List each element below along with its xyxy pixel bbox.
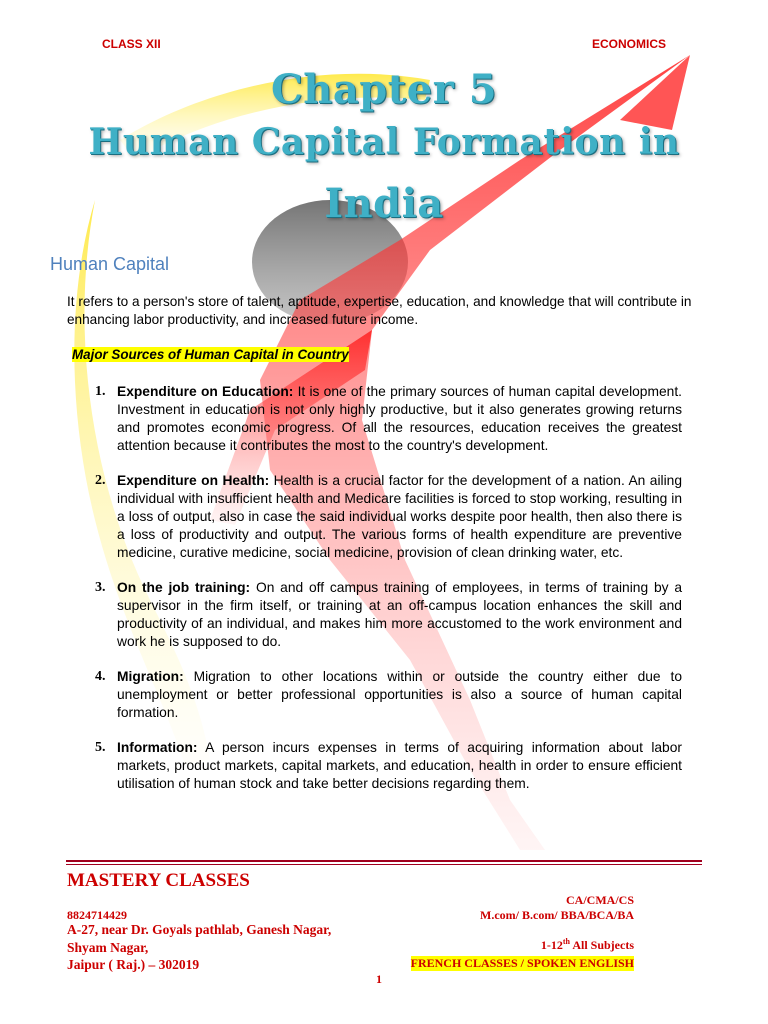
- item-number: 2.: [95, 473, 106, 488]
- list-item: [92, 668, 682, 722]
- address-line: Jaipur ( Raj.) – 302019: [67, 957, 200, 972]
- item-text: It is one of the primary sources of human capital development. Investment in education is not only highly productive, but it also generates growing returns and promotes economic progress. Of all the resources, education receives the greatest attention because it contributes the most to the country's development.: [117, 384, 682, 453]
- courses-degree: M.com/ B.com/ BBA/BCA/BA: [480, 908, 634, 922]
- subjects-prefix: 1-12: [540, 938, 563, 952]
- item-term: Expenditure on Education:: [117, 384, 294, 399]
- item-text: Health is a crucial factor for the development of a nation. An ailing individual with insufficient health and Medicare facilities is forced to stop working, resulting in a loss of output, also in case the said individual works despite poor health, then also there is a loss of productivity and output. The various forms of health expenditure are preventive medicine, curative medicine, social medicine, provision of clean drinking water, etc.: [117, 473, 682, 560]
- footer-divider-thin: [66, 864, 702, 865]
- list-item: [92, 579, 682, 651]
- chapter-number: Chapter 5: [270, 66, 498, 113]
- phone-number: 8824714429: [67, 908, 127, 922]
- item-number: 3.: [95, 580, 106, 595]
- item-term: Migration:: [117, 669, 184, 684]
- page-number: 1: [376, 972, 382, 986]
- item-number: 1.: [95, 384, 106, 399]
- courses-languages: FRENCH CLASSES / SPOKEN ENGLISH: [410, 956, 634, 970]
- chapter-title-line2: India: [324, 180, 444, 227]
- subjects-suffix: All Subjects: [569, 938, 634, 952]
- address-line: Shyam Nagar,: [67, 940, 149, 955]
- item-term: Expenditure on Health:: [117, 473, 270, 488]
- footer-divider: [66, 860, 702, 862]
- list-item: [92, 739, 682, 793]
- sources-subheading: Major Sources of Human Capital in Country: [72, 347, 349, 362]
- chapter-title-line1: Human Capital Formation in: [88, 121, 680, 163]
- list-item: [92, 472, 682, 562]
- item-number: 5.: [95, 740, 106, 755]
- brand-name: MASTERY CLASSES: [67, 870, 250, 891]
- item-text: A person incurs expenses in terms of acquiring information about labor markets, product markets, capital markets, and education, health in order to ensure efficient utilisation of human stock and take better decisions regarding them.: [117, 740, 682, 791]
- section-heading: Human Capital: [50, 254, 170, 274]
- address-line: A-27, near Dr. Goyals pathlab, Ganesh Nagar,: [67, 922, 332, 937]
- courses-school: [541, 937, 634, 953]
- intro-paragraph: It refers to a person's store of talent, aptitude, expertise, education, and knowledge that will contribute in enhancing labor productivity, and increased future income.: [67, 294, 692, 327]
- courses-professional: CA/CMA/CS: [566, 893, 634, 907]
- class-label: CLASS XII: [102, 37, 161, 51]
- item-text: Migration to other locations within or outside the country either due to unemployment or better professional opportunities is also a source of human capital formation.: [117, 669, 682, 720]
- item-term: On the job training:: [117, 580, 251, 595]
- subjects-superscript: th: [562, 937, 570, 946]
- list-item: [92, 383, 682, 455]
- item-term: Information:: [117, 740, 198, 755]
- sources-list: [92, 383, 682, 810]
- item-text: On and off campus training of employees, in terms of training by a supervisor in the firm itself, or training at an off-campus location enhances the skill and productivity of an individual, and makes him more accustomed to the work environment and work he is supposed to do.: [117, 580, 683, 649]
- item-number: 4.: [95, 669, 106, 684]
- subject-label: ECONOMICS: [591, 37, 666, 51]
